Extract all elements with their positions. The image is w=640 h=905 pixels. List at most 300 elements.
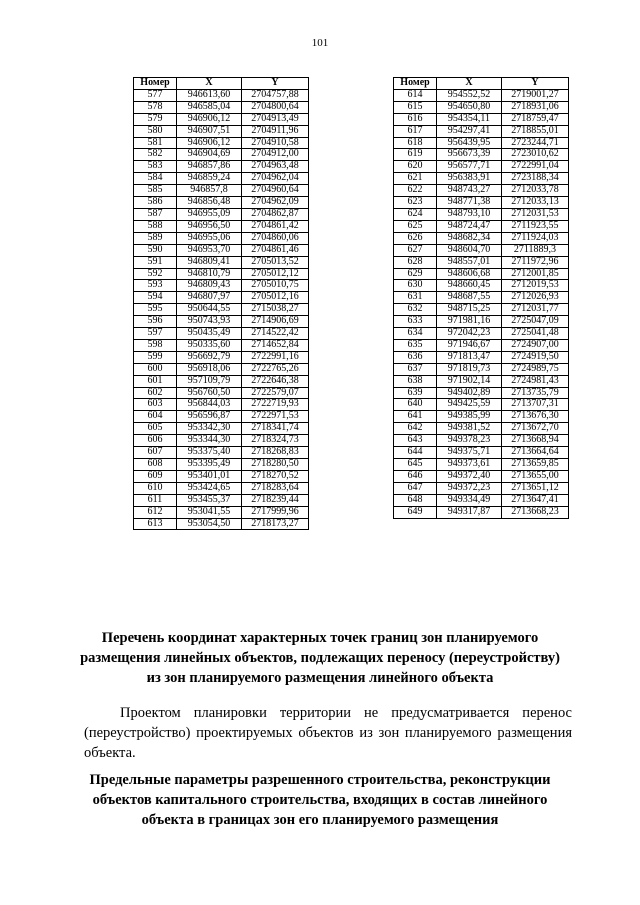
cell-x: 971981,16 — [437, 316, 502, 328]
page-number: 101 — [311, 37, 329, 49]
table-row — [394, 244, 569, 256]
cell-y: 2714906,69 — [242, 316, 309, 328]
cell-number: 602 — [134, 387, 177, 399]
table-row — [134, 197, 309, 209]
cell-number: 646 — [394, 470, 437, 482]
table-row — [394, 149, 569, 161]
cell-y: 2713668,94 — [502, 435, 569, 447]
cell-y: 2722579,07 — [242, 387, 309, 399]
cell-number: 638 — [394, 375, 437, 387]
cell-number: 589 — [134, 232, 177, 244]
cell-number: 628 — [394, 256, 437, 268]
table-row — [394, 470, 569, 482]
table-row — [394, 339, 569, 351]
cell-y: 2718324,73 — [242, 435, 309, 447]
cell-y: 2722971,53 — [242, 411, 309, 423]
cell-number: 578 — [134, 101, 177, 113]
cell-x: 949372,40 — [437, 470, 502, 482]
cell-y: 2712031,77 — [502, 304, 569, 316]
cell-x: 957109,79 — [177, 375, 242, 387]
table-row — [394, 292, 569, 304]
cell-y: 2713676,30 — [502, 411, 569, 423]
cell-x: 949372,23 — [437, 482, 502, 494]
coordinates-table-right — [393, 77, 569, 519]
cell-number: 593 — [134, 280, 177, 292]
cell-x: 946953,70 — [177, 244, 242, 256]
section-heading-parameters: Предельные параметры разрешенного строительства, реконструкции объектов капитального строительства, входящих в состав линейного объекта в границах зон его планируемого размещения — [89, 772, 551, 828]
cell-x: 946955,09 — [177, 208, 242, 220]
table-row — [134, 470, 309, 482]
header-x: X — [177, 78, 242, 90]
table-row — [134, 280, 309, 292]
cell-number: 594 — [134, 292, 177, 304]
cell-y: 2704912,00 — [242, 149, 309, 161]
table-row — [134, 256, 309, 268]
cell-x: 953395,49 — [177, 459, 242, 471]
cell-number: 622 — [394, 185, 437, 197]
cell-number: 606 — [134, 435, 177, 447]
table-row — [134, 220, 309, 232]
cell-y: 2705013,52 — [242, 256, 309, 268]
cell-y: 2713672,70 — [502, 423, 569, 435]
cell-x: 949381,52 — [437, 423, 502, 435]
cell-x: 948743,27 — [437, 185, 502, 197]
cell-y: 2704911,96 — [242, 125, 309, 137]
cell-x: 946857,86 — [177, 161, 242, 173]
cell-number: 604 — [134, 411, 177, 423]
cell-y: 2705010,75 — [242, 280, 309, 292]
cell-y: 2712026,93 — [502, 292, 569, 304]
cell-y: 2704910,58 — [242, 137, 309, 149]
cell-number: 587 — [134, 208, 177, 220]
table-row — [134, 232, 309, 244]
header-y: Y — [502, 78, 569, 90]
cell-number: 640 — [394, 399, 437, 411]
cell-x: 954354,11 — [437, 113, 502, 125]
table-row — [394, 423, 569, 435]
table-row — [134, 125, 309, 137]
cell-y: 2713735,79 — [502, 387, 569, 399]
table-row — [394, 280, 569, 292]
table-row — [134, 482, 309, 494]
cell-number: 644 — [394, 447, 437, 459]
cell-y: 2704913,49 — [242, 113, 309, 125]
cell-x: 956439,95 — [437, 137, 502, 149]
cell-x: 948606,68 — [437, 268, 502, 280]
body-paragraph: Проектом планировки территории не предусматривается перенос (переустройство) проектируемых объектов из зон планируемого размещения объекта. — [84, 705, 572, 761]
cell-y: 2713664,64 — [502, 447, 569, 459]
table-row — [394, 411, 569, 423]
cell-x: 948687,55 — [437, 292, 502, 304]
cell-x: 971902,14 — [437, 375, 502, 387]
cell-y: 2711889,3 — [502, 244, 569, 256]
cell-y: 2713659,85 — [502, 459, 569, 471]
cell-y: 2713655,00 — [502, 470, 569, 482]
cell-y: 2704962,04 — [242, 173, 309, 185]
cell-number: 625 — [394, 220, 437, 232]
table-row — [134, 113, 309, 125]
cell-y: 2724907,00 — [502, 339, 569, 351]
cell-x: 953344,30 — [177, 435, 242, 447]
table-row — [134, 387, 309, 399]
cell-y: 2722991,16 — [242, 351, 309, 363]
cell-number: 623 — [394, 197, 437, 209]
cell-x: 950644,55 — [177, 304, 242, 316]
cell-x: 971813,47 — [437, 351, 502, 363]
cell-x: 949425,59 — [437, 399, 502, 411]
cell-number: 618 — [394, 137, 437, 149]
table-row — [394, 125, 569, 137]
cell-x: 953054,50 — [177, 518, 242, 530]
cell-number: 620 — [394, 161, 437, 173]
table-row — [134, 494, 309, 506]
table-row — [394, 506, 569, 518]
cell-y: 2724989,75 — [502, 363, 569, 375]
cell-number: 603 — [134, 399, 177, 411]
table-row — [134, 423, 309, 435]
cell-number: 608 — [134, 459, 177, 471]
cell-number: 642 — [394, 423, 437, 435]
cell-y: 2711972,96 — [502, 256, 569, 268]
table-row — [134, 244, 309, 256]
header-number: Номер — [134, 78, 177, 90]
cell-y: 2722765,26 — [242, 363, 309, 375]
table-row — [394, 482, 569, 494]
table-row — [394, 387, 569, 399]
cell-y: 2718270,52 — [242, 470, 309, 482]
cell-number: 643 — [394, 435, 437, 447]
cell-x: 953041,55 — [177, 506, 242, 518]
cell-number: 583 — [134, 161, 177, 173]
cell-y: 2718855,01 — [502, 125, 569, 137]
table-row — [394, 256, 569, 268]
cell-number: 630 — [394, 280, 437, 292]
cell-x: 948715,25 — [437, 304, 502, 316]
cell-y: 2705012,12 — [242, 268, 309, 280]
cell-number: 600 — [134, 363, 177, 375]
cell-x: 946859,24 — [177, 173, 242, 185]
table-header-row — [134, 78, 309, 90]
cell-number: 631 — [394, 292, 437, 304]
cell-x: 956760,50 — [177, 387, 242, 399]
cell-y: 2704862,87 — [242, 208, 309, 220]
cell-x: 949378,23 — [437, 435, 502, 447]
table-row — [134, 435, 309, 447]
cell-y: 2714652,84 — [242, 339, 309, 351]
cell-number: 611 — [134, 494, 177, 506]
cell-x: 956692,79 — [177, 351, 242, 363]
cell-number: 621 — [394, 173, 437, 185]
cell-y: 2719001,27 — [502, 89, 569, 101]
cell-y: 2704861,46 — [242, 244, 309, 256]
table-row — [394, 113, 569, 125]
cell-x: 953455,37 — [177, 494, 242, 506]
cell-number: 597 — [134, 328, 177, 340]
cell-number: 616 — [394, 113, 437, 125]
cell-x: 948604,70 — [437, 244, 502, 256]
cell-y: 2723010,62 — [502, 149, 569, 161]
table-header-row — [394, 78, 569, 90]
table-row — [134, 375, 309, 387]
cell-number: 601 — [134, 375, 177, 387]
cell-x: 946907,51 — [177, 125, 242, 137]
cell-number: 627 — [394, 244, 437, 256]
cell-x: 946613,60 — [177, 89, 242, 101]
cell-number: 582 — [134, 149, 177, 161]
table-row — [394, 208, 569, 220]
cell-number: 580 — [134, 125, 177, 137]
table-row — [134, 363, 309, 375]
table-row — [134, 399, 309, 411]
cell-x: 948557,01 — [437, 256, 502, 268]
cell-x: 956673,39 — [437, 149, 502, 161]
cell-x: 946809,41 — [177, 256, 242, 268]
cell-y: 2704962,09 — [242, 197, 309, 209]
cell-x: 953401,01 — [177, 470, 242, 482]
cell-number: 615 — [394, 101, 437, 113]
cell-y: 2723244,71 — [502, 137, 569, 149]
table-row — [134, 292, 309, 304]
cell-number: 612 — [134, 506, 177, 518]
cell-y: 2712031,53 — [502, 208, 569, 220]
cell-number: 610 — [134, 482, 177, 494]
cell-number: 632 — [394, 304, 437, 316]
table-row — [394, 459, 569, 471]
cell-number: 595 — [134, 304, 177, 316]
cell-x: 949385,99 — [437, 411, 502, 423]
table-row — [394, 351, 569, 363]
table-row — [134, 268, 309, 280]
cell-x: 956844,03 — [177, 399, 242, 411]
cell-number: 586 — [134, 197, 177, 209]
cell-x: 954552,52 — [437, 89, 502, 101]
cell-y: 2722719,93 — [242, 399, 309, 411]
cell-x: 950435,49 — [177, 328, 242, 340]
cell-number: 624 — [394, 208, 437, 220]
table-row — [134, 185, 309, 197]
cell-y: 2723188,34 — [502, 173, 569, 185]
cell-number: 585 — [134, 185, 177, 197]
cell-x: 946906,12 — [177, 137, 242, 149]
cell-number: 599 — [134, 351, 177, 363]
cell-y: 2718280,50 — [242, 459, 309, 471]
cell-x: 946809,43 — [177, 280, 242, 292]
table-row — [394, 494, 569, 506]
table-row — [394, 137, 569, 149]
coordinates-table-left — [133, 77, 309, 530]
cell-y: 2725047,09 — [502, 316, 569, 328]
table-row — [394, 101, 569, 113]
cell-y: 2712019,53 — [502, 280, 569, 292]
table-row — [394, 232, 569, 244]
cell-y: 2704861,42 — [242, 220, 309, 232]
table-row — [134, 89, 309, 101]
table-row — [134, 411, 309, 423]
table-row — [394, 435, 569, 447]
header-y: Y — [242, 78, 309, 90]
cell-y: 2722991,04 — [502, 161, 569, 173]
cell-x: 949375,71 — [437, 447, 502, 459]
cell-y: 2712033,78 — [502, 185, 569, 197]
cell-number: 637 — [394, 363, 437, 375]
cell-number: 607 — [134, 447, 177, 459]
cell-y: 2718341,74 — [242, 423, 309, 435]
table-row — [134, 506, 309, 518]
table-row — [394, 328, 569, 340]
header-number: Номер — [394, 78, 437, 90]
cell-y: 2713668,23 — [502, 506, 569, 518]
cell-number: 590 — [134, 244, 177, 256]
cell-y: 2717999,96 — [242, 506, 309, 518]
cell-x: 950743,93 — [177, 316, 242, 328]
cell-y: 2724981,43 — [502, 375, 569, 387]
table-row — [134, 447, 309, 459]
cell-number: 581 — [134, 137, 177, 149]
cell-x: 953424,65 — [177, 482, 242, 494]
cell-y: 2713647,41 — [502, 494, 569, 506]
table-row — [134, 161, 309, 173]
table-row — [394, 185, 569, 197]
table-row — [134, 339, 309, 351]
cell-number: 588 — [134, 220, 177, 232]
cell-y: 2712033,13 — [502, 197, 569, 209]
table-row — [394, 268, 569, 280]
table-row — [134, 459, 309, 471]
table-row — [394, 173, 569, 185]
table-row — [394, 447, 569, 459]
cell-x: 946955,06 — [177, 232, 242, 244]
cell-number: 617 — [394, 125, 437, 137]
table-row — [134, 101, 309, 113]
cell-y: 2711924,03 — [502, 232, 569, 244]
table-row — [394, 197, 569, 209]
table-row — [134, 173, 309, 185]
cell-number: 592 — [134, 268, 177, 280]
cell-number: 648 — [394, 494, 437, 506]
table-row — [394, 304, 569, 316]
cell-number: 645 — [394, 459, 437, 471]
cell-y: 2722646,38 — [242, 375, 309, 387]
cell-x: 972042,23 — [437, 328, 502, 340]
cell-y: 2704960,64 — [242, 185, 309, 197]
cell-x: 953375,40 — [177, 447, 242, 459]
cell-y: 2714522,42 — [242, 328, 309, 340]
cell-y: 2718173,27 — [242, 518, 309, 530]
cell-y: 2711923,55 — [502, 220, 569, 232]
cell-x: 948724,47 — [437, 220, 502, 232]
table-row — [394, 161, 569, 173]
cell-y: 2718283,64 — [242, 482, 309, 494]
cell-x: 948660,45 — [437, 280, 502, 292]
table-row — [394, 363, 569, 375]
cell-x: 953342,30 — [177, 423, 242, 435]
table-row — [394, 316, 569, 328]
cell-y: 2712001,85 — [502, 268, 569, 280]
cell-x: 971819,73 — [437, 363, 502, 375]
cell-number: 591 — [134, 256, 177, 268]
table-row — [394, 220, 569, 232]
cell-x: 956577,71 — [437, 161, 502, 173]
cell-x: 949402,89 — [437, 387, 502, 399]
cell-number: 633 — [394, 316, 437, 328]
cell-x: 946585,04 — [177, 101, 242, 113]
cell-y: 2705012,16 — [242, 292, 309, 304]
cell-x: 946807,97 — [177, 292, 242, 304]
cell-number: 647 — [394, 482, 437, 494]
cell-y: 2718268,83 — [242, 447, 309, 459]
cell-y: 2713651,12 — [502, 482, 569, 494]
cell-x: 954650,80 — [437, 101, 502, 113]
cell-x: 946856,48 — [177, 197, 242, 209]
cell-x: 949373,61 — [437, 459, 502, 471]
cell-x: 946956,50 — [177, 220, 242, 232]
cell-number: 596 — [134, 316, 177, 328]
cell-x: 956596,87 — [177, 411, 242, 423]
cell-x: 946857,8 — [177, 185, 242, 197]
table-row — [134, 304, 309, 316]
table-row — [134, 351, 309, 363]
cell-number: 577 — [134, 89, 177, 101]
cell-x: 949317,87 — [437, 506, 502, 518]
cell-number: 584 — [134, 173, 177, 185]
table-row — [134, 328, 309, 340]
cell-x: 954297,41 — [437, 125, 502, 137]
section-heading-relocation: Перечень координат характерных точек границ зон планируемого размещения линейных объектов, подлежащих переносу (переустройству) из зон планируемого размещения линейного объекта — [80, 630, 560, 686]
cell-number: 635 — [394, 339, 437, 351]
table-row — [134, 518, 309, 530]
cell-number: 636 — [394, 351, 437, 363]
cell-number: 649 — [394, 506, 437, 518]
cell-x: 950335,60 — [177, 339, 242, 351]
cell-x: 946904,69 — [177, 149, 242, 161]
cell-number: 609 — [134, 470, 177, 482]
cell-y: 2704860,06 — [242, 232, 309, 244]
table-row — [394, 375, 569, 387]
cell-number: 614 — [394, 89, 437, 101]
cell-y: 2704800,64 — [242, 101, 309, 113]
cell-y: 2713707,31 — [502, 399, 569, 411]
table-row — [134, 137, 309, 149]
cell-x: 948793,10 — [437, 208, 502, 220]
table-row — [134, 149, 309, 161]
cell-y: 2718931,06 — [502, 101, 569, 113]
table-row — [134, 208, 309, 220]
cell-x: 949334,49 — [437, 494, 502, 506]
cell-x: 946906,12 — [177, 113, 242, 125]
cell-x: 946810,79 — [177, 268, 242, 280]
cell-number: 641 — [394, 411, 437, 423]
cell-x: 948682,34 — [437, 232, 502, 244]
cell-y: 2715038,27 — [242, 304, 309, 316]
table-row — [394, 89, 569, 101]
cell-y: 2718759,47 — [502, 113, 569, 125]
cell-y: 2725041,48 — [502, 328, 569, 340]
table-row — [394, 399, 569, 411]
cell-number: 619 — [394, 149, 437, 161]
cell-x: 948771,38 — [437, 197, 502, 209]
cell-y: 2718239,44 — [242, 494, 309, 506]
cell-number: 639 — [394, 387, 437, 399]
cell-number: 634 — [394, 328, 437, 340]
cell-x: 956918,06 — [177, 363, 242, 375]
table-row — [134, 316, 309, 328]
cell-y: 2704963,48 — [242, 161, 309, 173]
header-x: X — [437, 78, 502, 90]
cell-number: 605 — [134, 423, 177, 435]
cell-y: 2704757,88 — [242, 89, 309, 101]
cell-x: 956383,91 — [437, 173, 502, 185]
cell-number: 626 — [394, 232, 437, 244]
